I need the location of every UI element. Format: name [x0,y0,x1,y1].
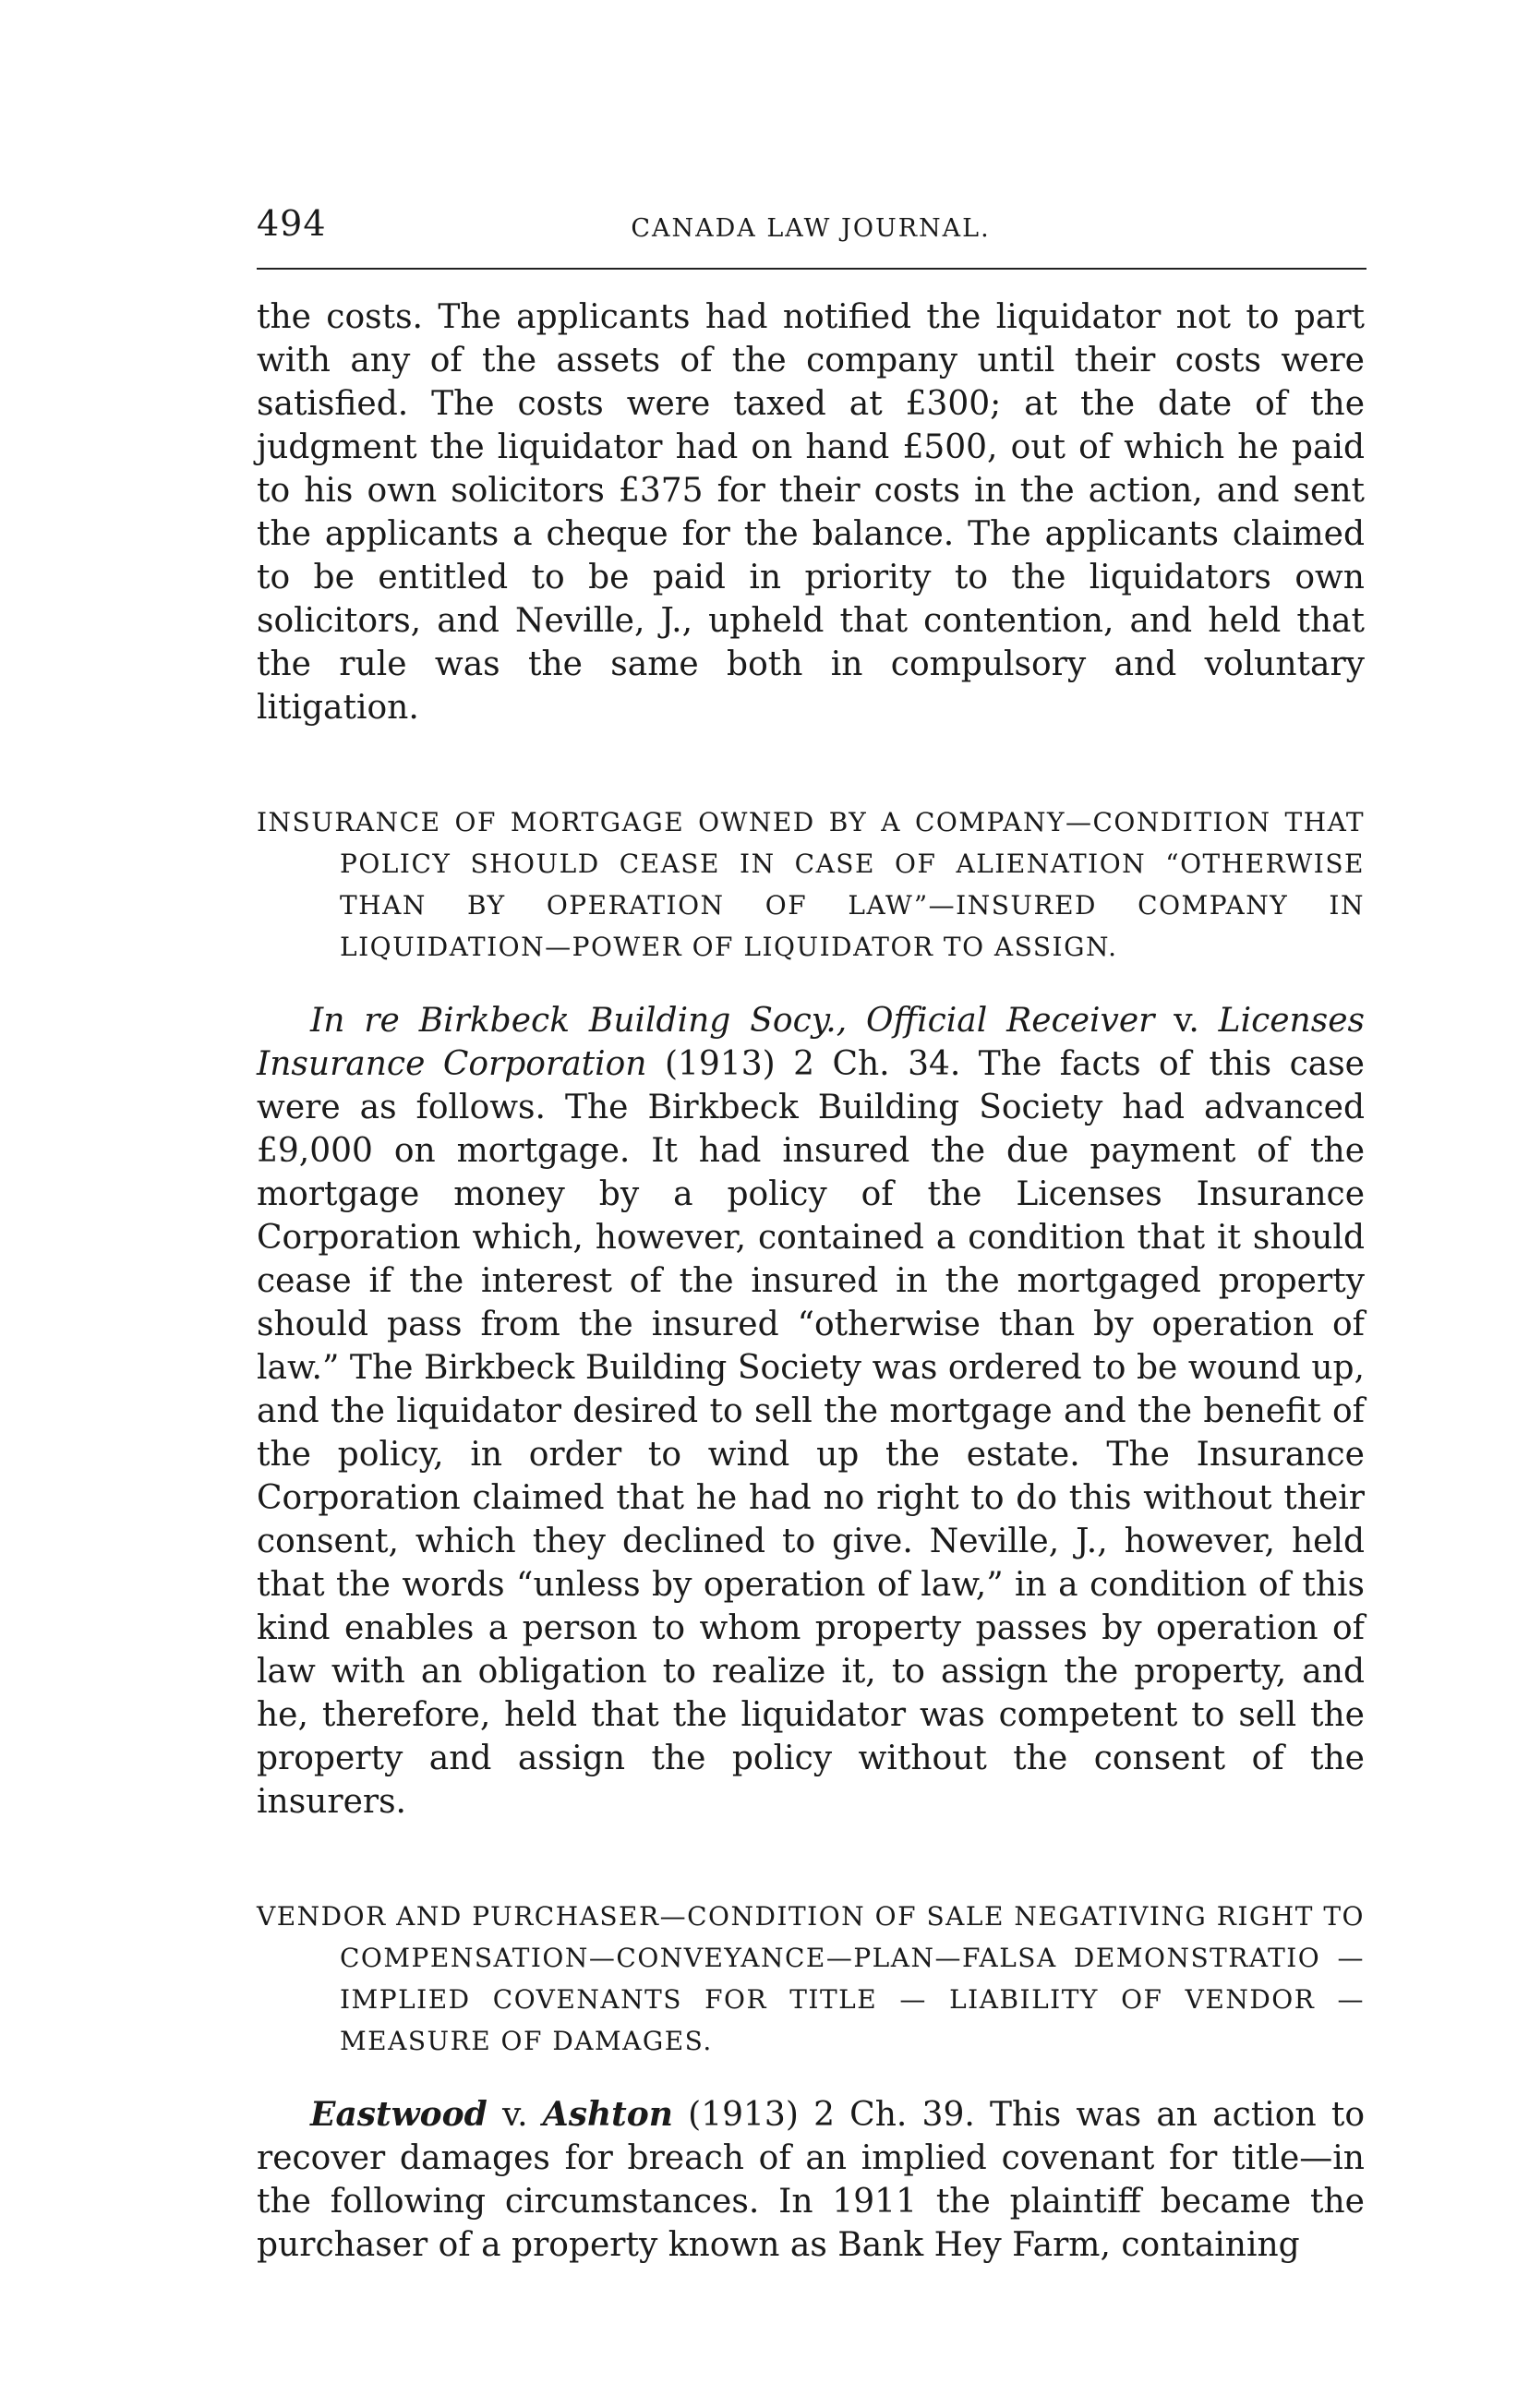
case-name-part-1: Eastwood [310,2095,488,2134]
case-name-part-2: Ashton [542,2095,673,2134]
spacer [257,729,1365,801]
paragraph-continuation: the costs. The applicants had notified the liquidator not to part with any of the assets of the company until their costs were satisfied. The costs were taxed at £300; at the date of the judgment the liquidator had on hand £500, out of which he paid to his own solicitors £375 for their costs in the action, and sent the applicants a cheque for the balance. The applicants claimed to be entitled to be paid in priority to the liquidators own solicitors, and Neville, J., upheld that contention, and held that the rule was the same both in compulsory and voluntary litigation. [257,298,1365,727]
case-paragraph-birkbeck [257,999,1365,1824]
case-text: (1913) 2 Ch. 39. This was an action to recover damages for breach of an implied covenant for title—in the following circumstances. In 1911 the plaintiff became the purchaser of a property known as Bank Hey Farm, containing [257,2096,1366,2264]
case-paragraph-eastwood [257,2093,1365,2267]
section-heading-vendor: VENDOR AND PURCHASER—CONDITION OF SALE NEGATIVING RIGHT TO COMPENSATION—CONVEYANCE—PLAN—FALSA DEMONSTRATIO —IMPLIED COVENANTS FOR TITLE — LIABILITY OF VENDOR — MEASURE OF DAMAGES. [257,1901,1365,2056]
case-versus: v. [1154,1002,1219,1040]
case-name-part-1: In re Birkbeck Building Socy., Official Receiver [310,1002,1155,1040]
section-heading-insurance: INSURANCE OF MORTGAGE OWNED BY A COMPANY—CONDITION THAT POLICY SHOULD CEASE IN CASE OF ALIENATION “OTHERWISE THAN BY OPERATION OF LAW”—INSURED COMPANY IN LIQUIDATION—POWER OF LIQUIDATOR TO ASSIGN. [257,807,1365,962]
page-header [257,196,1365,251]
case-name-part-2: Licenses Insurance Corporation [257,1002,1365,1083]
page-body [257,295,1365,2267]
case-versus: v. [487,2096,543,2134]
spacer [257,1824,1365,1896]
page-number: 494 [257,203,327,244]
spacer [257,968,1365,999]
running-title: CANADA LAW JOURNAL. [631,214,991,243]
spacer [257,2062,1365,2093]
case-text: (1913) 2 Ch. 34. The facts of this case were as follows. The Birkbeck Building Society had advanced £9,000 on mortgage. It had insured the due payment of the mortgage money by a policy of the Licenses Insurance Corporation which, however, contained a condition that it should cease if the interest of the insured in the mortgaged property should pass from the insured “otherwise than by operation of law.” The Birkbeck Building Society was ordered to be wound up, and the liquidator desired to sell the mortgage and the benefit of the policy, in order to wind up the estate. The Insurance Corporation claimed that he had no right to do this without their consent, which they declined to give. Neville, J., however, held that the words “unless by operation of law,” in a condition of this kind enables a person to whom property passes by operation of law with an obligation to realize it, to assign the property, and he, therefore, held that the liquidator was competent to sell the property and assign the policy without the consent of the insurers. [257,1045,1365,1821]
header-rule [257,268,1366,270]
